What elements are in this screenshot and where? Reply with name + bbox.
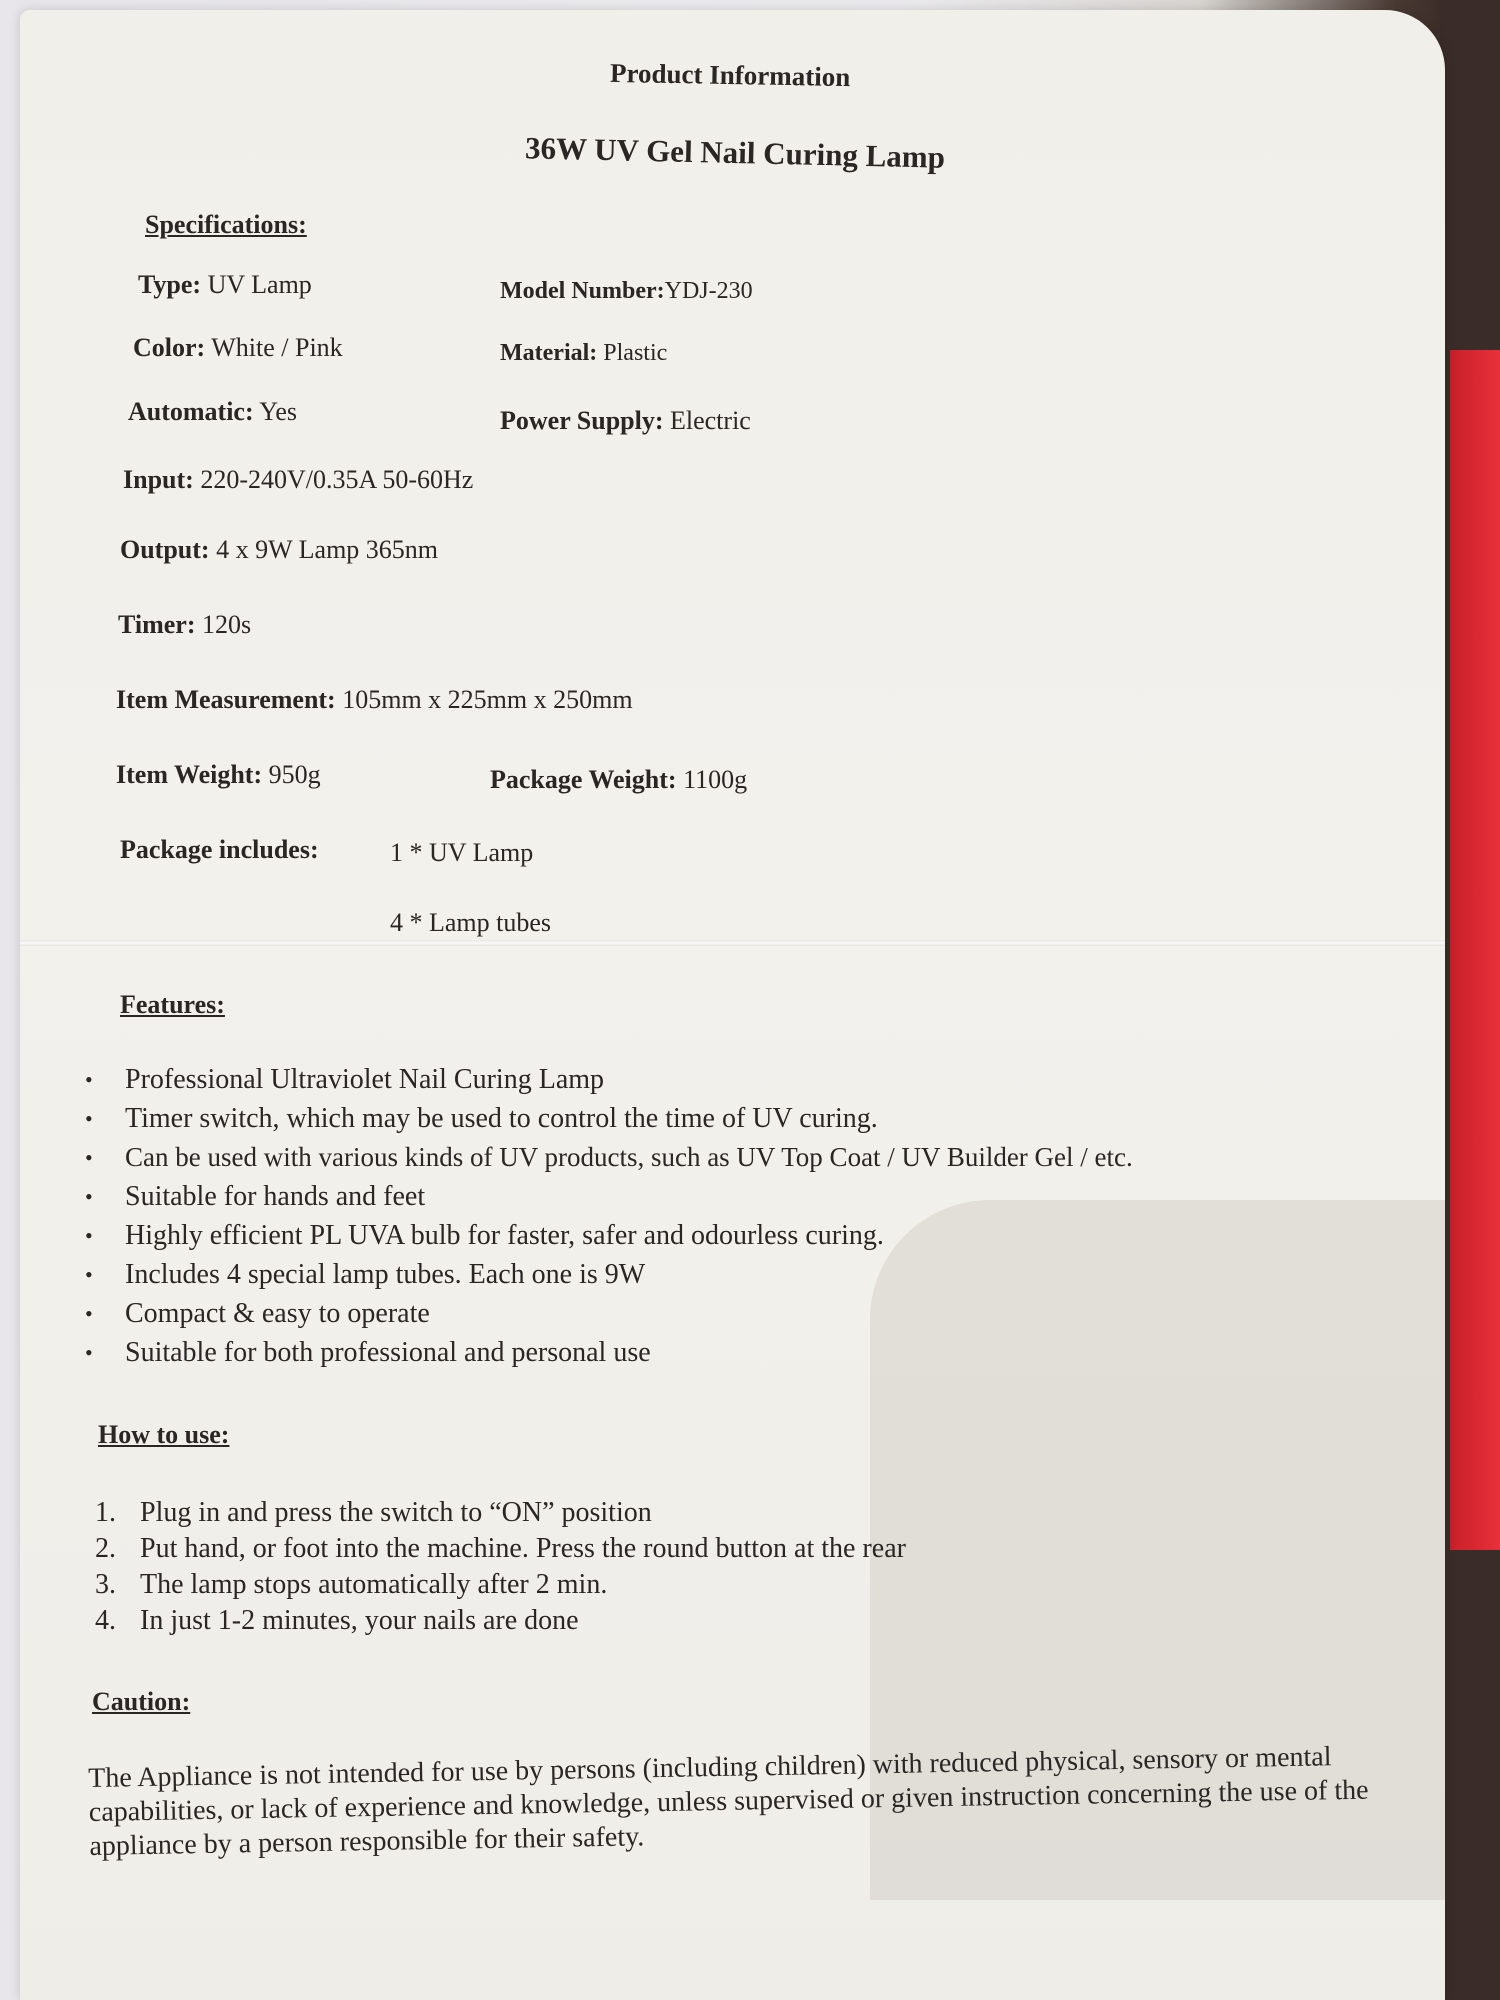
spec-item-weight-value: 950g [268,760,321,789]
spec-measurement [116,685,633,715]
background-dark-edge-bottom [1440,1550,1500,2000]
step-text: The lamp stops automatically after 2 min. [140,1569,608,1600]
step-number: 4. [95,1605,116,1636]
package-item: 4 * Lamp tubes [390,908,552,937]
feature-item [80,1099,1133,1138]
spec-output-value: 4 x 9W Lamp 365nm [216,535,439,564]
features-list [80,1060,1133,1372]
feature-item [80,1294,1133,1333]
spec-package-weight [490,765,747,795]
spec-input-value: 220-240V/0.35A 50-60Hz [200,465,474,494]
step-text: In just 1-2 minutes, your nails are done [140,1605,579,1636]
spec-automatic [128,397,297,427]
spec-material-value: Plastic [603,340,668,366]
spec-automatic-label: Automatic: [128,397,254,426]
spec-item-weight [116,760,321,790]
bullet-icon: • [85,1184,93,1209]
caution-heading: Caution: [92,1687,191,1716]
spec-power-label: Power Supply: [500,406,664,435]
spec-type-label: Type: [138,270,202,299]
spec-model [500,278,753,305]
feature-text: Professional Ultraviolet Nail Curing Lamp [125,1064,605,1095]
paper-sheet [20,10,1445,2000]
spec-output-label: Output: [120,535,210,564]
feature-text: Suitable for both professional and personal use [125,1337,651,1368]
spec-item-weight-label: Item Weight: [116,760,263,789]
feature-item [80,1216,1133,1255]
step-text: Put hand, or foot into the machine. Press the round button at the rear [140,1533,906,1564]
spec-timer-value: 120s [202,610,252,639]
bullet-icon: • [85,1067,93,1092]
feature-item [80,1177,1133,1216]
spec-input [123,465,473,495]
document-content [20,10,1445,2000]
step-number: 2. [95,1533,116,1564]
spec-color-label: Color: [133,333,206,362]
spec-material [500,340,667,367]
feature-text: Suitable for hands and feet [125,1181,426,1212]
feature-text: Includes 4 special lamp tubes. Each one is 9W [125,1259,646,1290]
bullet-icon: • [85,1301,93,1326]
spec-output [120,535,438,565]
step-text: Plug in and press the switch to “ON” position [140,1497,652,1528]
spec-type-value: UV Lamp [207,270,312,299]
step-number: 3. [95,1569,116,1600]
spec-model-value: YDJ-230 [664,278,753,304]
how-to-use-heading: How to use: [98,1420,230,1449]
spec-color [133,333,343,363]
spec-model-label: Model Number: [500,278,665,304]
spec-measurement-value: 105mm x 225mm x 250mm [342,685,633,714]
spec-timer-label: Timer: [118,610,196,639]
step-item [95,1531,906,1567]
bullet-icon: • [85,1145,93,1170]
spec-measurement-label: Item Measurement: [116,685,336,714]
spec-material-label: Material: [500,340,598,366]
spec-power-value: Electric [670,406,751,435]
background-red-cloth [1450,350,1500,1550]
background-dark-edge [1440,0,1500,350]
feature-item [80,1138,1133,1177]
feature-text: Timer switch, which may be used to control the time of UV curing. [125,1103,878,1134]
step-item [95,1567,906,1603]
document-title: Product Information [609,57,851,93]
specifications-heading: Specifications: [145,210,307,239]
spec-color-value: White / Pink [211,333,343,362]
spec-input-label: Input: [123,465,194,494]
features-heading: Features: [120,990,225,1019]
step-item [95,1603,906,1639]
bullet-icon: • [85,1340,93,1365]
feature-text: Can be used with various kinds of UV products, such as UV Top Coat / UV Builder Gel / etc. [125,1142,1133,1172]
steps-list [95,1495,906,1639]
package-item: 1 * UV Lamp [390,838,534,867]
spec-timer [118,610,251,640]
feature-item [80,1333,1133,1372]
bullet-icon: • [85,1106,93,1131]
spec-type [138,270,312,300]
step-item [95,1495,906,1531]
bullet-icon: • [85,1262,93,1287]
bullet-icon: • [85,1223,93,1248]
spec-automatic-value: Yes [259,397,298,426]
feature-text: Compact & easy to operate [125,1298,430,1329]
spec-package-includes [120,835,319,865]
step-number: 1. [95,1497,116,1528]
feature-item [80,1060,1133,1099]
spec-power-supply [500,406,751,436]
caution-text: The Appliance is not intended for use by persons (including children) with reduced physical, sensory or mental capabilities, or lack of experience and knowledge, unless supervised or given instruction concerning the use of the appliance by a person responsible for their safety. [88,1741,1369,1862]
spec-package-includes-label: Package includes: [120,835,319,864]
feature-item [80,1255,1133,1294]
spec-package-weight-label: Package Weight: [490,765,677,794]
spec-package-weight-value: 1100g [683,765,748,794]
feature-text: Highly efficient PL UVA bulb for faster, safer and odourless curing. [125,1220,884,1251]
product-name: 36W UV Gel Nail Curing Lamp [524,130,946,175]
